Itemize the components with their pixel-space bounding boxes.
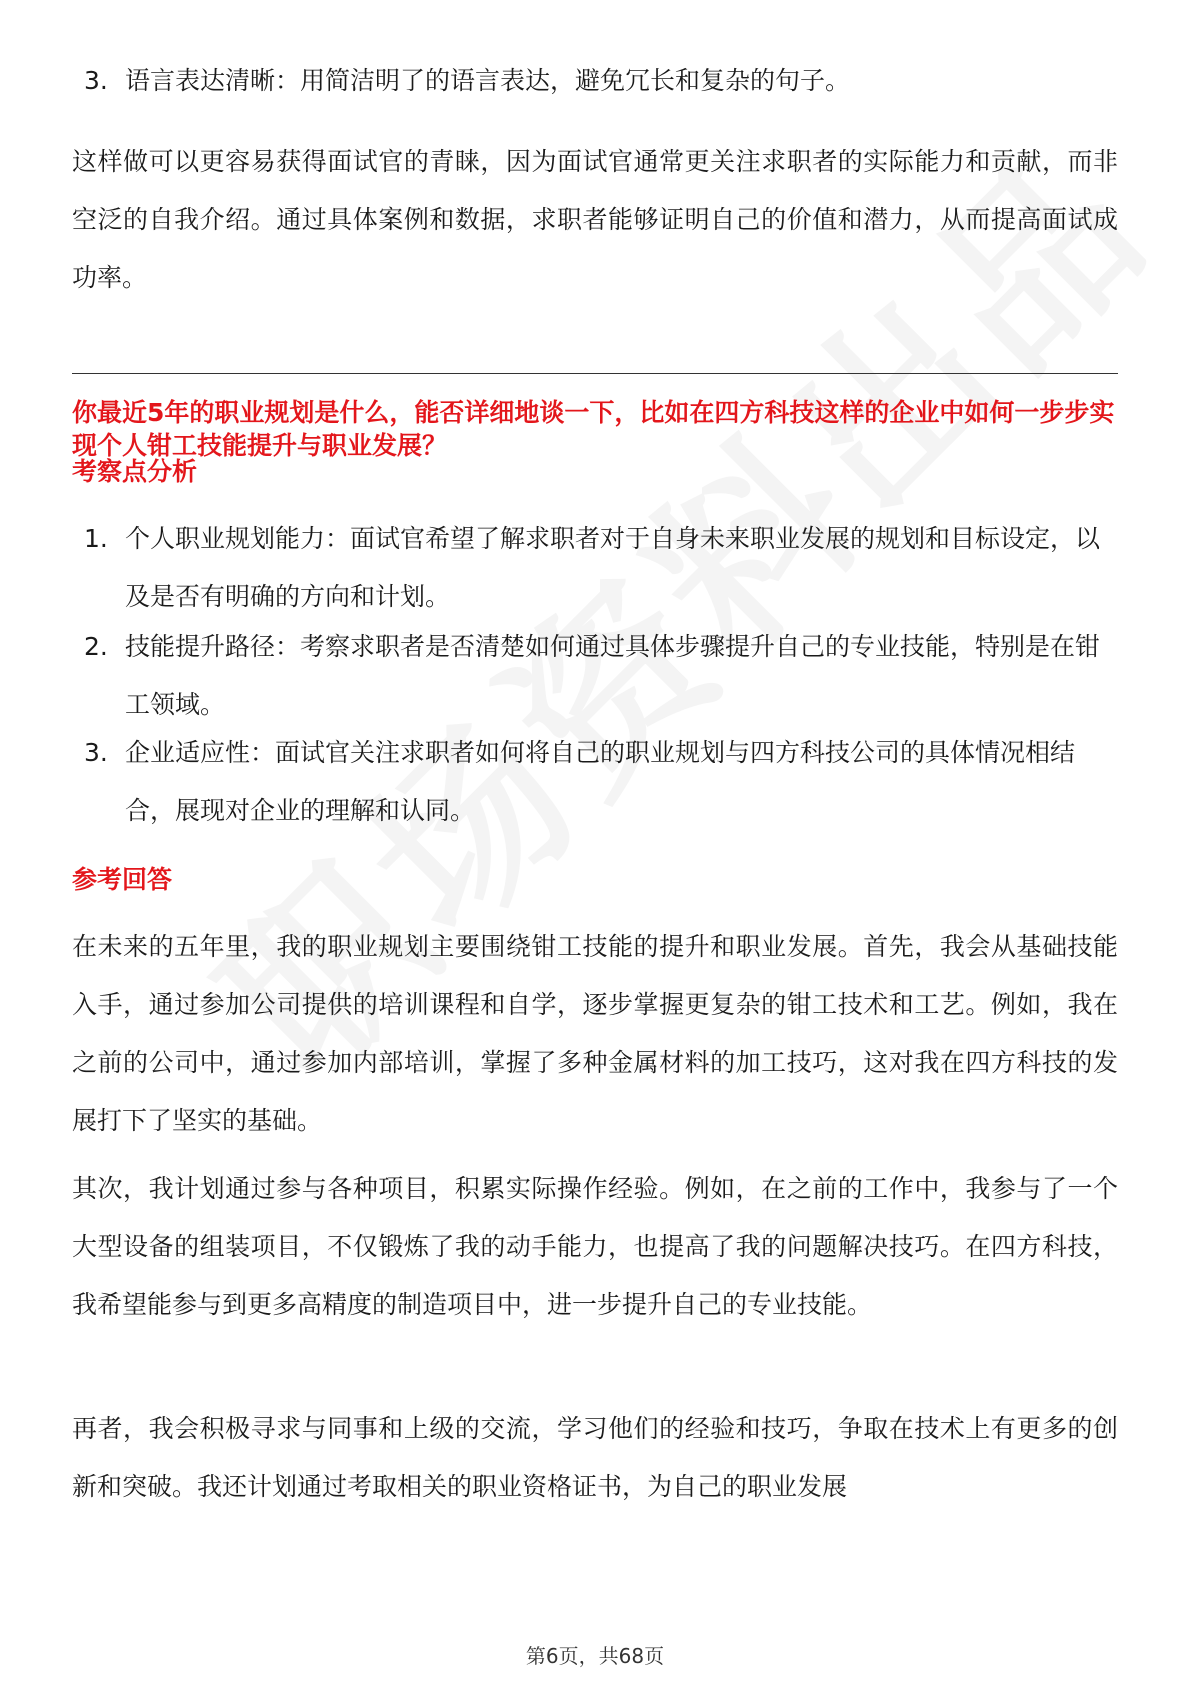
answer-paragraph: 再者，我会积极寻求与同事和上级的交流，学习他们的经验和技巧，争取在技术上有更多的创新和突破。我还计划通过考取相关的职业资格证书，为自己的职业发展	[72, 1414, 1118, 1501]
answer-paragraph: 在未来的五年里，我的职业规划主要围绕钳工技能的提升和职业发展。首先，我会从基础技能入手，通过参加公司提供的培训课程和自学，逐步掌握更复杂的钳工技术和工艺。例如，我在之前的公司中，通过参加内部培训，掌握了多种金属材料的加工技巧，这对我在四方科技的发展打下了坚实的基础。	[72, 932, 1118, 1135]
analysis-heading: 考察点分析	[72, 457, 198, 486]
interview-question: 你最近5年的职业规划是什么，能否详细地谈一下，比如在四方科技这样的企业中如何一步步实现个人钳工技能提升与职业发展？	[72, 398, 1115, 460]
answer-heading: 参考回答	[72, 865, 173, 894]
list-text: 语言表达清晰：用简洁明了的语言表达，避免冗长和复杂的句子。	[125, 66, 851, 95]
list-number: 3.	[84, 66, 108, 95]
list-text: 个人职业规划能力：面试官希望了解求职者对于自身未来职业发展的规划和目标设定，以及是否有明确的方向和计划。	[125, 524, 1101, 611]
list-text: 技能提升路径：考察求职者是否清楚如何通过具体步骤提升自己的专业技能，特别是在钳工领域。	[125, 632, 1101, 719]
list-number: 3.	[84, 738, 108, 767]
section-divider	[72, 373, 1118, 374]
page-number: 第6页，共68页	[525, 1644, 665, 1668]
list-number: 1.	[84, 524, 108, 553]
conclusion-paragraph: 这样做可以更容易获得面试官的青睐，因为面试官通常更关注求职者的实际能力和贡献，而非空泛的自我介绍。通过具体案例和数据，求职者能够证明自己的价值和潜力，从而提高面试成功率。	[72, 147, 1118, 292]
answer-paragraph: 其次，我计划通过参与各种项目，积累实际操作经验。例如，在之前的工作中，我参与了一个大型设备的组装项目，不仅锻炼了我的动手能力，也提高了我的问题解决技巧。在四方科技，我希望能参与到更多高精度的制造项目中，进一步提升自己的专业技能。	[72, 1174, 1118, 1319]
list-text: 企业适应性：面试官关注求职者如何将自己的职业规划与四方科技公司的具体情况相结合，展现对企业的理解和认同。	[125, 738, 1076, 825]
list-number: 2.	[84, 632, 108, 661]
